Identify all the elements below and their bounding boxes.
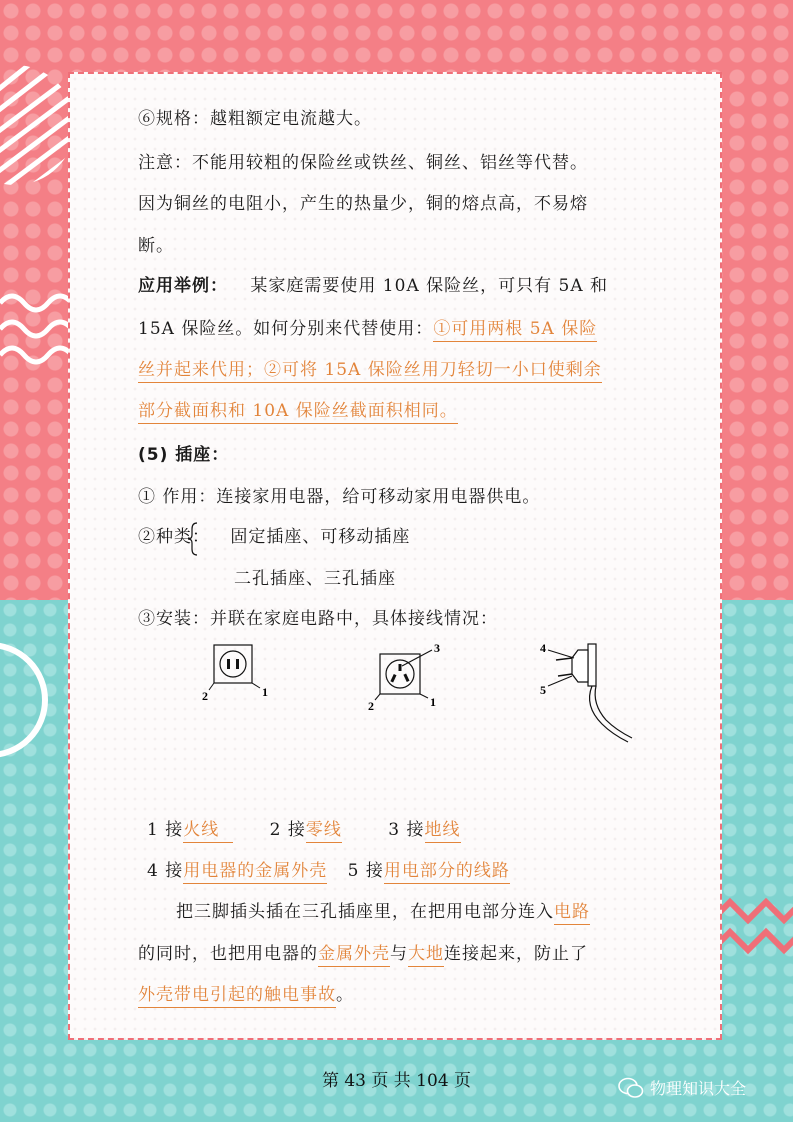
para2-text-a: 的同时，也把用电器的 xyxy=(138,944,318,964)
wire2-answer: 零线 xyxy=(306,820,342,843)
fig2-label-2: 2 xyxy=(368,699,374,712)
example-line-1 xyxy=(138,271,608,296)
para2-text-e: 连接起来，防止了 xyxy=(444,944,588,964)
socket-type-1: 固定插座、可移动插座 xyxy=(230,527,411,547)
example-text-2: 15A 保险丝。如何分别来代替使用： xyxy=(138,319,434,339)
example-line-3 xyxy=(138,355,602,380)
wire5-prefix: 5 接 xyxy=(347,861,384,881)
wire1-answer: 火线 xyxy=(183,820,233,843)
socket-heading: (5) 插座： xyxy=(138,445,230,465)
wire2-prefix: 2 接 xyxy=(269,820,306,840)
zigzag-decoration xyxy=(722,880,793,1000)
answer-part-1: ①可用两根 5A 保险 xyxy=(433,319,597,342)
socket-type-2: 二孔插座、三孔插座 xyxy=(234,569,396,589)
example-line-2 xyxy=(138,314,597,339)
wechat-icon xyxy=(618,1077,644,1099)
circle-decoration xyxy=(0,640,68,760)
three-hole-socket-figure xyxy=(366,640,456,712)
wiring-line-1 xyxy=(147,815,461,840)
spec-line: ⑥规格：越粗额定电流越大。 xyxy=(138,109,372,129)
wire4-answer: 用电器的金属外壳 xyxy=(183,861,327,884)
para3-tail: 。 xyxy=(336,985,354,1005)
brace-icon xyxy=(186,522,200,556)
watermark-text: 物理知识大全 xyxy=(650,1079,747,1098)
plug-figure xyxy=(532,636,642,748)
para-line-1 xyxy=(176,897,590,922)
fig3-label-4: 4 xyxy=(540,641,546,655)
watermark xyxy=(618,1076,746,1099)
wiring-line-2 xyxy=(147,856,510,881)
fig1-label-2: 2 xyxy=(202,689,208,703)
para3-answer: 外壳带电引起的触电事故 xyxy=(138,985,336,1008)
two-hole-socket-figure xyxy=(200,640,280,704)
socket-types-label: ②种类： xyxy=(138,527,210,547)
para1-text: 把三脚插头插在三孔插座里，在把用电部分连入 xyxy=(176,902,554,922)
stripe-decoration xyxy=(0,60,70,190)
wire1-prefix: 1 接 xyxy=(147,820,184,840)
wire4-prefix: 4 接 xyxy=(147,861,184,881)
para2-answer-2: 大地 xyxy=(408,944,444,967)
socket-function: ① 作用：连接家用电器，给可移动家用电器供电。 xyxy=(138,487,541,507)
para1-answer: 电路 xyxy=(554,902,590,925)
example-label: 应用举例： xyxy=(138,276,228,296)
answer-part-2: 丝并起来代用；②可将 15A 保险丝用刀轻切一小口使剩余 xyxy=(138,360,602,383)
para-line-3 xyxy=(138,980,354,1005)
wire3-prefix: 3 接 xyxy=(388,820,425,840)
para-line-2 xyxy=(138,939,588,964)
fig2-label-3: 3 xyxy=(434,641,440,655)
para2-text-c: 与 xyxy=(390,944,408,964)
socket-install: ③安装：并联在家庭电路中，具体接线情况： xyxy=(138,609,498,629)
wave-decoration xyxy=(0,285,68,375)
fig2-label-1: 1 xyxy=(430,695,436,709)
example-line-4 xyxy=(138,396,458,421)
page-number: 第 43 页 共 104 页 xyxy=(321,1071,472,1091)
note-line: 注意：不能用较粗的保险丝或铁丝、铜丝、铝丝等代替。 xyxy=(138,153,588,173)
fig3-label-5: 5 xyxy=(540,683,546,697)
wire5-answer: 用电部分的线路 xyxy=(384,861,510,884)
answer-part-3: 部分截面积和 10A 保险丝截面积相同。 xyxy=(138,401,458,424)
content-card xyxy=(68,72,722,1040)
para2-answer-1: 金属外壳 xyxy=(318,944,390,967)
fig1-label-1: 1 xyxy=(262,685,268,699)
reason-line-end: 断。 xyxy=(138,236,174,256)
socket-types xyxy=(138,522,410,547)
wire3-answer: 地线 xyxy=(425,820,461,843)
example-text: 某家庭需要使用 10A 保险丝，可只有 5A 和 xyxy=(250,276,609,296)
reason-line: 因为铜丝的电阻小，产生的热量少，铜的熔点高，不易熔 xyxy=(138,194,588,214)
